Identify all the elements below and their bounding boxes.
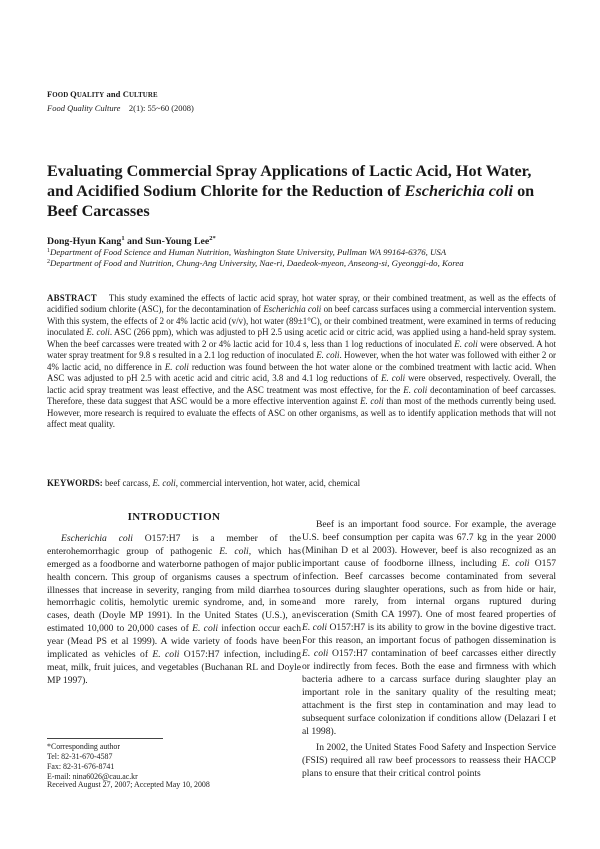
affiliation-text: Department of Food and Nutrition, Chung-Ang University, Nae-ri, Daedeok-myeon, Anseong-si, Gyeonggi-do, Korea [50, 258, 464, 268]
abstract-species: E. coli [454, 338, 478, 349]
species-name: E. coli [192, 623, 219, 635]
title-text: on Beef Carcasses [47, 181, 535, 220]
paragraph [47, 533, 301, 688]
left-column [47, 511, 301, 688]
abstract-text: . However, when the hot water was followed with either 2 or 4% lactic acid, no difference in [47, 350, 556, 372]
paragraph: In 2002, the United States Food Safety and Inspection Service (FSIS) required all raw beef processors to reassess their HACCP plans to ensure that their critical control points [302, 742, 556, 780]
affiliation [47, 257, 557, 269]
keywords [47, 478, 556, 489]
journal-name [47, 88, 347, 102]
paragraph-text: O157:H7 infection, including meat, milk, fruit juices, and vegetables (Buchanan RL and Doyle MP 1997). [47, 649, 302, 686]
abstract-species: Escherichia coli [263, 304, 322, 315]
abstract-label: ABSTRACT [47, 293, 97, 303]
journal-name-part: F [47, 89, 53, 99]
journal-name-part: and [104, 89, 123, 99]
paragraph-text: O157 infection. Beef carcasses become contaminated from several sources during slaughter operations, such as from hide or hair, and more rarely, from internal organs ruptured during evisceration (Smith CA 1997). One of most feared properties of [302, 557, 557, 621]
paragraph-text: O157:H7 is a member of the enterohemorrhagic group of pathogenic [47, 532, 302, 557]
abstract-species: E. coli [164, 361, 189, 372]
keywords-species: E. coli [152, 478, 176, 488]
paragraph [302, 519, 556, 738]
author-telephone: Tel: 82-31-670-4587 [47, 752, 113, 762]
keywords-text: beef carcass, [102, 478, 153, 488]
author-connector: and [124, 236, 146, 247]
journal-header [47, 88, 347, 114]
abstract-text: reduction was found between the hot water alone or the combined treatment with lactic acid. When ASC was adjusted to pH 2.5 with acetic acid and citric acid, 3.8 and 4.1 log reductions of [47, 361, 556, 384]
journal-citation [47, 102, 347, 114]
paragraph-text: O157:H7 contamination of beef carcasses either directly or indirectly from feces. Both the ease and firmness with which bacteria adhere to a carcass surface during slaughter play an important role in the sanitary quality of the resulting meat; attachment is the first step in contamination and may lead to subsequent surface colonization if conditions allow (Delazari I et al 1998). [302, 648, 556, 737]
affiliation-marker: 1 [47, 248, 50, 254]
species-name: E. coli [302, 622, 328, 634]
species-name: Escherichia coli [61, 532, 133, 544]
journal-name-part: OOD [52, 92, 71, 99]
footnotes [47, 742, 138, 782]
author-name: Sun-Young Lee [145, 236, 210, 247]
title-text: Evaluating Commercial Spray Applications of Lactic Acid, Hot Water, and Acidified Sodium Chlorite for the Reduction of [47, 162, 532, 200]
journal-citation-title: Food Quality Culture [47, 103, 121, 113]
keywords-text: , commercial intervention, hot water, acid, chemical [175, 478, 361, 488]
paragraph-text: infection occur each year (Mead PS et al 1999). A wide variety of foods have been implicated as vehicles of [47, 623, 301, 661]
corresponding-author-note: *Corresponding author [47, 742, 120, 751]
article-title [47, 162, 557, 221]
abstract-species: E. coli [403, 384, 428, 395]
journal-citation-volume: 2(1): 55~60 (2008) [128, 103, 194, 113]
abstract-text: were observed. A hot water spray treatment for 9.8 s resulted in a 2.1 log reduction of inoculated [47, 338, 556, 361]
abstract-species: E. coli [360, 396, 384, 407]
abstract-text: . ASC (266 ppm), which was adjusted to pH 2.5 using acetic acid or citric acid, was applied using a hand-held spray system. When the beef carcasses were treated with 2 or 4% lactic acid for 10.4 s, less than 1 log reductions of inoculated [47, 327, 556, 349]
title-species: Escherichia coli [404, 181, 514, 200]
journal-name-part: ULTURE [128, 92, 158, 99]
section-heading: INTRODUCTION [127, 511, 221, 523]
right-column [302, 519, 556, 781]
footnote-divider [47, 738, 163, 739]
species-name: E. coli [152, 649, 180, 661]
species-name: E. coli, [219, 545, 252, 557]
abstract-species: E. coli [86, 327, 110, 338]
author-email: E-mail: nina6026@cau.ac.kr [47, 772, 138, 782]
abstract-text: on beef carcass surfaces using a commercial intervention system. With this system, the effects of 2 or 4% lactic acid (v/v), hot water (89±1°C), or their combined treatment, were examined in terms of reducing inoculated [47, 304, 556, 338]
author-name: Dong-Hyun Kang [47, 236, 122, 247]
author-fax: Fax: 82-31-676-8741 [47, 762, 115, 772]
journal-name-part: Q [70, 89, 77, 99]
abstract [47, 293, 556, 430]
paragraph-text: which has emerged as a foodborne and waterborne pathogen of major public health concern. This group of organisms causes a spectrum of illnesses that increase in severity, ranging from mild diarrhea to hemorrhagic colitis, hemolytic uremic syndrome, and, in some cases, death (Doyle MP 1991). In the United States (U.S.), an estimated 10,000 to 20,000 cases of [47, 545, 301, 635]
abstract-species: E. coli [316, 350, 340, 361]
abstract-text: This study examined the effects of lactic acid spray, hot water spray, or their combined treatment, as well as the effects of acidified sodium chlorite (ASC), for the decontamination of [47, 293, 556, 315]
affiliation-text: Department of Food Science and Human Nutrition, Washington State University, Pullman WA 99164-6376, USA [50, 247, 447, 257]
journal-name-part: C [122, 89, 129, 99]
paragraph-text: Beef is an important food source. For example, the average U.S. beef consumption per capita was 67.7 kg in the year 2000 (Minihan D et al 2003). However, beef is also recognized as an important cause of foodborne illness, including [302, 519, 556, 569]
journal-name-part: UALITY [76, 92, 105, 99]
author-affil-marker: 2* [209, 235, 216, 242]
keywords-label: KEYWORDS: [47, 478, 103, 488]
abstract-text: were observed, respectively. Overall, the lactic acid spray treatment was least effective, and the ASC treatment was most effective, for the [47, 373, 556, 395]
affiliation-marker: 2 [47, 259, 50, 265]
abstract-text: than most of the methods currently being used. However, more research is required to evaluate the effects of ASC on other organisms, as well as to identify application methods that will not affect meat quality. [47, 396, 557, 429]
abstract-text: decontamination of beef carcasses. Therefore, these data suggest that ASC would be a more effective intervention against [47, 384, 557, 407]
species-name: E. coli [302, 648, 329, 660]
paragraph-text: O157:H7 is its ability to grow in the bovine digestive tract. For this reason, an important focus of pathogen dissemination is [302, 622, 556, 647]
species-name: E. coli [501, 557, 530, 569]
received-dates: Received August 27, 2007; Accepted May 10, 2008 [47, 780, 210, 789]
abstract-species: E. coli [381, 373, 406, 384]
author-affil-marker: 1 [121, 235, 125, 242]
